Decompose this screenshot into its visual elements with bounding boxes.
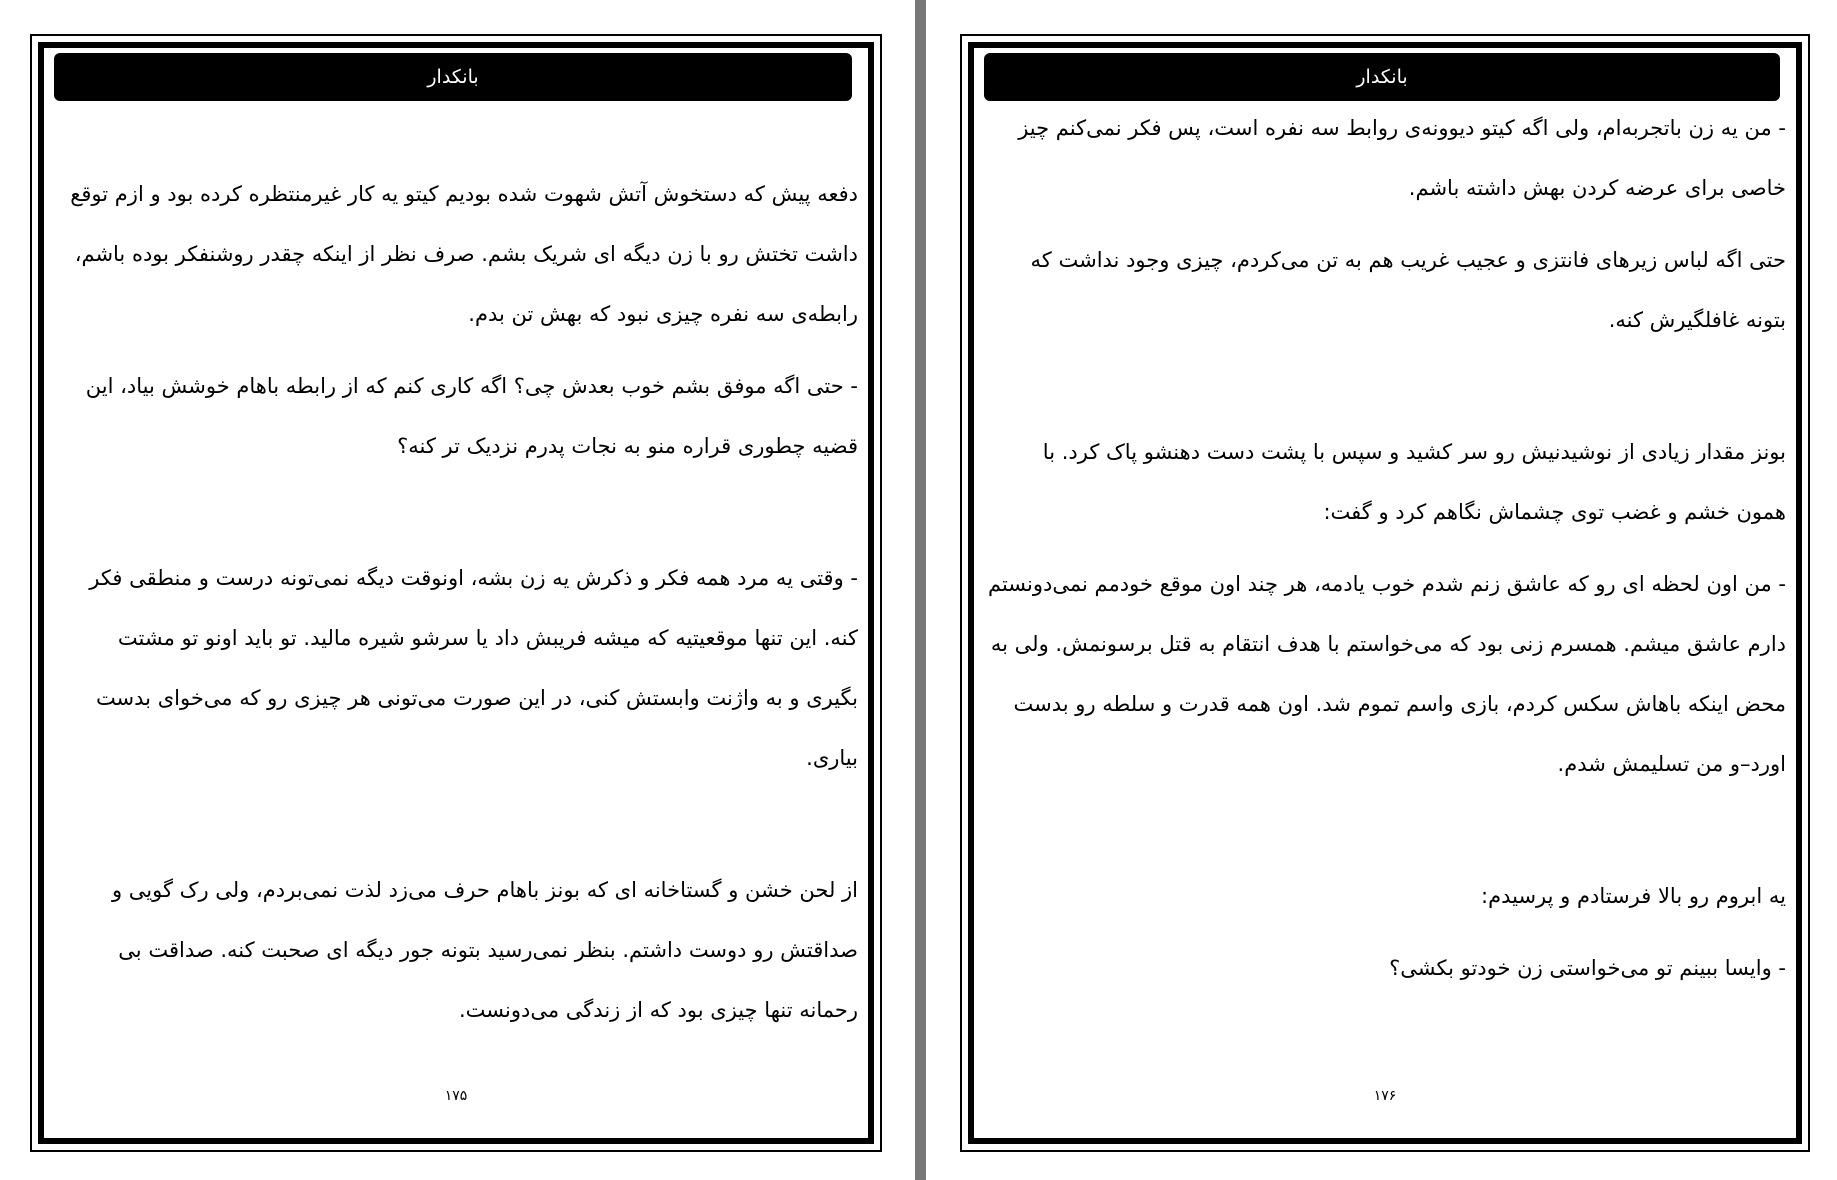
paragraph: [70, 164, 858, 344]
paragraph: [987, 554, 1786, 794]
running-header: بانکدار: [54, 53, 852, 101]
paragraph: [85, 356, 858, 476]
page-176: [960, 34, 1810, 1152]
text-line: دفعه پیش که دستخوش آتش شهوت شده بودیم کیتو یه کار غیرمنتظره کرده بود و ازم توقع: [70, 182, 858, 206]
page-text: [987, 98, 1786, 998]
page-number: ۱۷۶: [1373, 1088, 1397, 1104]
text-line: از لحن خشن و گستاخانه ای که بونز باهام حرف می‌زد لذت نمی‌بردم، ولی رک گویی و: [111, 878, 858, 902]
text-line: داشت تختش رو با زن دیگه ای شریک بشم. صرف نظر از اینکه چقدر روشنفکر بوده باشم،: [74, 242, 858, 266]
page-text: [70, 164, 858, 1040]
text-line: بیاری.: [806, 746, 858, 770]
page-border: [38, 42, 874, 1144]
text-line: قضیه چطوری قراره منو به نجات پدرم نزدیک تر کنه؟: [397, 434, 858, 458]
text-line: دارم عاشق میشم. همسرم زنی بود که می‌خواستم با هدف انتقام به قتل برسونمش. ولی به: [990, 632, 1786, 656]
paragraph: [1024, 422, 1786, 542]
page-border: [968, 42, 1802, 1144]
paragraph: [1024, 938, 1786, 998]
paragraph: [89, 548, 858, 788]
text-line: خاصی برای عرضه کردن بهش داشته باشم.: [1408, 176, 1786, 200]
text-line: یه ابروم رو بالا فرستادم و پرسیدم:: [1481, 884, 1786, 908]
text-line: اورد–و من تسلیمش شدم.: [1557, 752, 1786, 776]
page-number: ۱۷۵: [444, 1088, 468, 1104]
text-line: - من اون لحظه ای رو که عاشق زنم شدم خوب یادمه، هر چند اون موقع خودمم نمی‌دونستم: [987, 572, 1786, 596]
text-line: همون خشم و غضب توی چشماش نگاهم کرد و گفت:: [1323, 500, 1786, 524]
paragraph: [1024, 866, 1786, 926]
text-line: - حتی اگه موفق بشم خوب بعدش چی؟ اگه کاری کنم که از رابطه باهام خوشش بیاد، این: [85, 374, 858, 398]
text-line: - من یه زن باتجربه‌ام، ولی اگه کیتو دیوونه‌ی روابط سه نفره است، پس فکر نمی‌کنم چیز: [1018, 116, 1786, 140]
text-line: رابطه‌ی سه نفره چیزی نبود که بهش تن بدم.: [468, 302, 858, 326]
running-header: بانکدار: [984, 53, 1780, 101]
paragraph: [94, 860, 858, 1040]
text-line: بگیری و به واژنت وابستش کنی، در این صورت می‌تونی هر چیزی رو که می‌خوای بدست: [95, 686, 858, 710]
paragraph: [1024, 230, 1786, 350]
text-line: محض اینکه باهاش سکس کردم، بازی واسم تموم شد. اون همه قدرت و سلطه رو بدست: [1013, 692, 1786, 716]
text-line: - وقتی یه مرد همه فکر و ذکرش یه زن بشه، اونوقت دیگه نمی‌تونه درست و منطقی فکر: [89, 566, 858, 590]
text-line: حتی اگه لباس زیرهای فانتزی و عجیب غریب هم به تن می‌کردم، چیزی وجود نداشت که: [1030, 248, 1786, 272]
page-175: [30, 34, 882, 1152]
text-line: - وایسا ببینم تو می‌خواستی زن خودتو بکشی؟: [1389, 956, 1786, 980]
text-line: صداقتش رو دوست داشتم. بنظر نمی‌رسید بتونه جور دیگه ای صحبت کنه. صداقت بی: [118, 938, 858, 962]
paragraph: [1018, 98, 1786, 218]
text-line: بونز مقدار زیادی از نوشیدنیش رو سر کشید و سپس با پشت دست دهنشو پاک کرد. با: [1042, 440, 1786, 464]
text-line: کنه. این تنها موقعیتیه که میشه فریبش داد یا سرشو شیره مالید. تو باید اونو تو مشتت: [117, 626, 858, 650]
book-spine-divider: [915, 0, 926, 1180]
text-line: رحمانه تنها چیزی بود که از زندگی می‌دونست.: [459, 998, 858, 1022]
text-line: بتونه غافلگیرش کنه.: [1608, 308, 1786, 332]
